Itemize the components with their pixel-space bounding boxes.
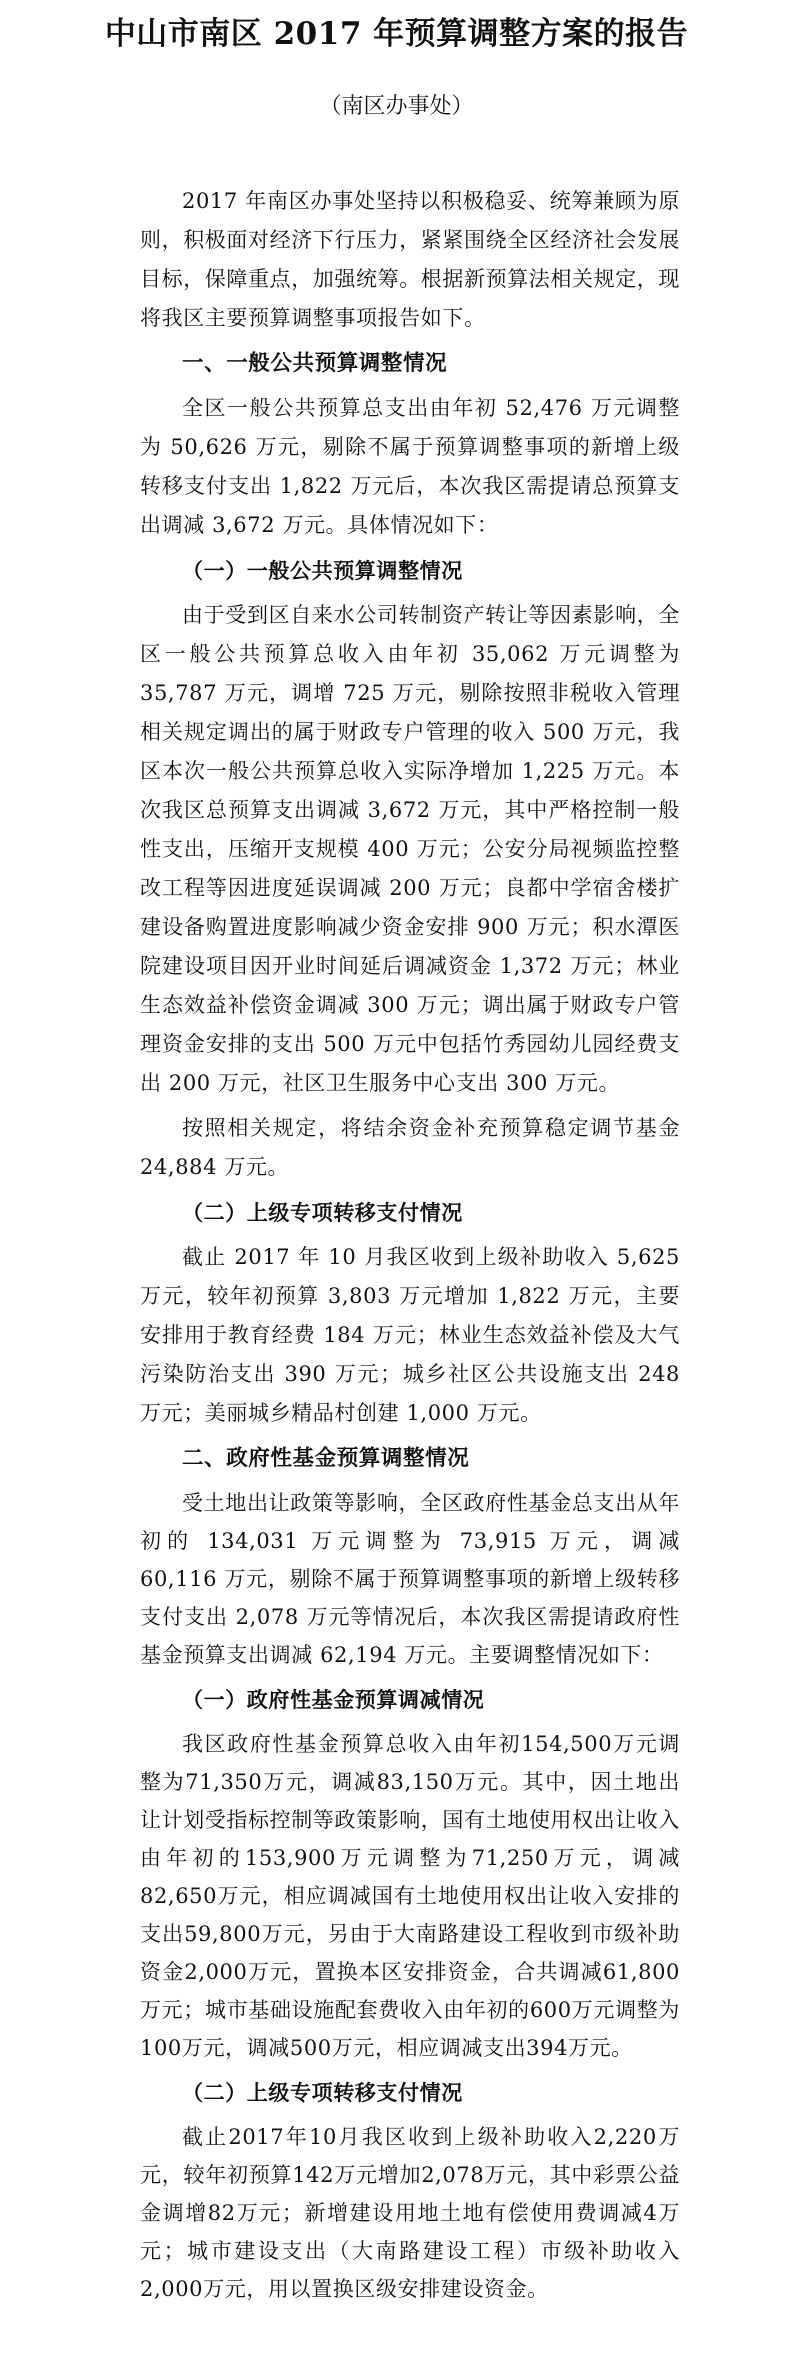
section-1-sub-1-paragraph-1: 由于受到区自来水公司转制资产转让等因素影响，全区一般公共预算总收入由年初 35,062 万元调整为 35,787 万元，调增 725 万元，剔除按照非税收入管理相关规定调出的属于财政专户管理的收入 500 万元，我区本次一般公共预算总收入实际净增加 1,225 万元。本次我区总预算支出调减 3,672 万元，其中严格控制一般性支出，压缩开支规模 400 万元；公安分局视频监控整改工程等因进度延误调减 200 万元；良都中学宿舍楼扩建设备购置进度影响减少资金安排 900 万元；积水潭医院建设项目因开业时间延后调减资金 1,372 万元；林业生态效益补偿资金调减 300 万元；调出属于财政专户管理资金安排的支出 500 万元中包括竹秀园幼儿园经费支出 200 万元，社区卫生服务中心支出 300 万元。 [140, 603, 680, 1095]
section-1-sub-2-paragraph: 截止 2017 年 10 月我区收到上级补助收入 5,625 万元，较年初预算 3,803 万元增加 1,822 万元，主要安排用于教育经费 184 万元；林业生态效益补偿及大气污染防治支出 390 万元；城乡社区公共设施支出 248 万元；美丽城乡精品村创建 1,000 万元。 [140, 1245, 680, 1425]
section-1-heading: 一、一般公共预算调整情况 [182, 351, 448, 376]
section-2-sub-1-heading: （一）政府性基金预算调减情况 [182, 1687, 485, 1712]
document-body [140, 182, 680, 2314]
section-2-sub-2-paragraph: 截止2017年10月我区收到上级补助收入2,220万元，较年初预算142万元增加2,078万元，其中彩票公益金调增82万元；新增建设用地土地有偿使用费调减4万元；城市建设支出（大南路建设工程）市级补助收入2,000万元，用以置换区级安排建设资金。 [140, 2125, 680, 2301]
section-1-sub-1-heading: （一）一般公共预算调整情况 [182, 558, 463, 583]
document-subtitle: （南区办事处） [319, 94, 474, 119]
section-2-sub-1-paragraph: 我区政府性基金预算总收入由年初154,500万元调整为71,350万元，调减83,150万元。其中，因土地出让计划受指标控制等政策影响，国有土地使用权出让收入由年初的153,900万元调整为71,250万元，调减82,650万元，相应调减国有土地使用权出让收入安排的支出59,800万元，另由于大南路建设工程收到市级补助资金2,000万元，置换本区安排资金，合共调减61,800万元；城市基础设施配套费收入由年初的600万元调整为100万元，调减500万元，相应调减支出394万元。 [140, 1732, 680, 2060]
section-2-heading: 二、政府性基金预算调整情况 [182, 1446, 470, 1471]
section-2-sub-2-heading: （二）上级专项转移支付情况 [182, 2080, 463, 2105]
intro-paragraph: 2017 年南区办事处坚持以积极稳妥、统筹兼顾为原则，积极面对经济下行压力，紧紧围绕全区经济社会发展目标，保障重点，加强统筹。根据新预算法相关规定，现将我区主要预算调整事项报告如下。 [140, 189, 680, 330]
section-1-paragraph: 全区一般公共预算总支出由年初 52,476 万元调整为 50,626 万元，剔除不属于预算调整事项的新增上级转移支付支出 1,822 万元后，本次我区需提请总预算支出调减 3,672 万元。具体情况如下： [140, 396, 680, 537]
section-1-sub-1-paragraph-2: 按照相关规定，将结余资金补充预算稳定调节基金 24,884 万元。 [140, 1116, 680, 1179]
document-title: 中山市南区 2017 年预算调整方案的报告 [104, 16, 689, 52]
section-2-paragraph: 受土地出让政策等影响，全区政府性基金总支出从年初的 134,031 万元调整为 73,915 万元，调减 60,116 万元，剔除不属于预算调整事项的新增上级转移支付支出 2,078 万元等情况后，本次我区需提请政府性基金预算支出调减 62,194 万元。主要调整情况如下： [140, 1491, 680, 1667]
section-1-sub-2-heading: （二）上级专项转移支付情况 [182, 1200, 463, 1225]
